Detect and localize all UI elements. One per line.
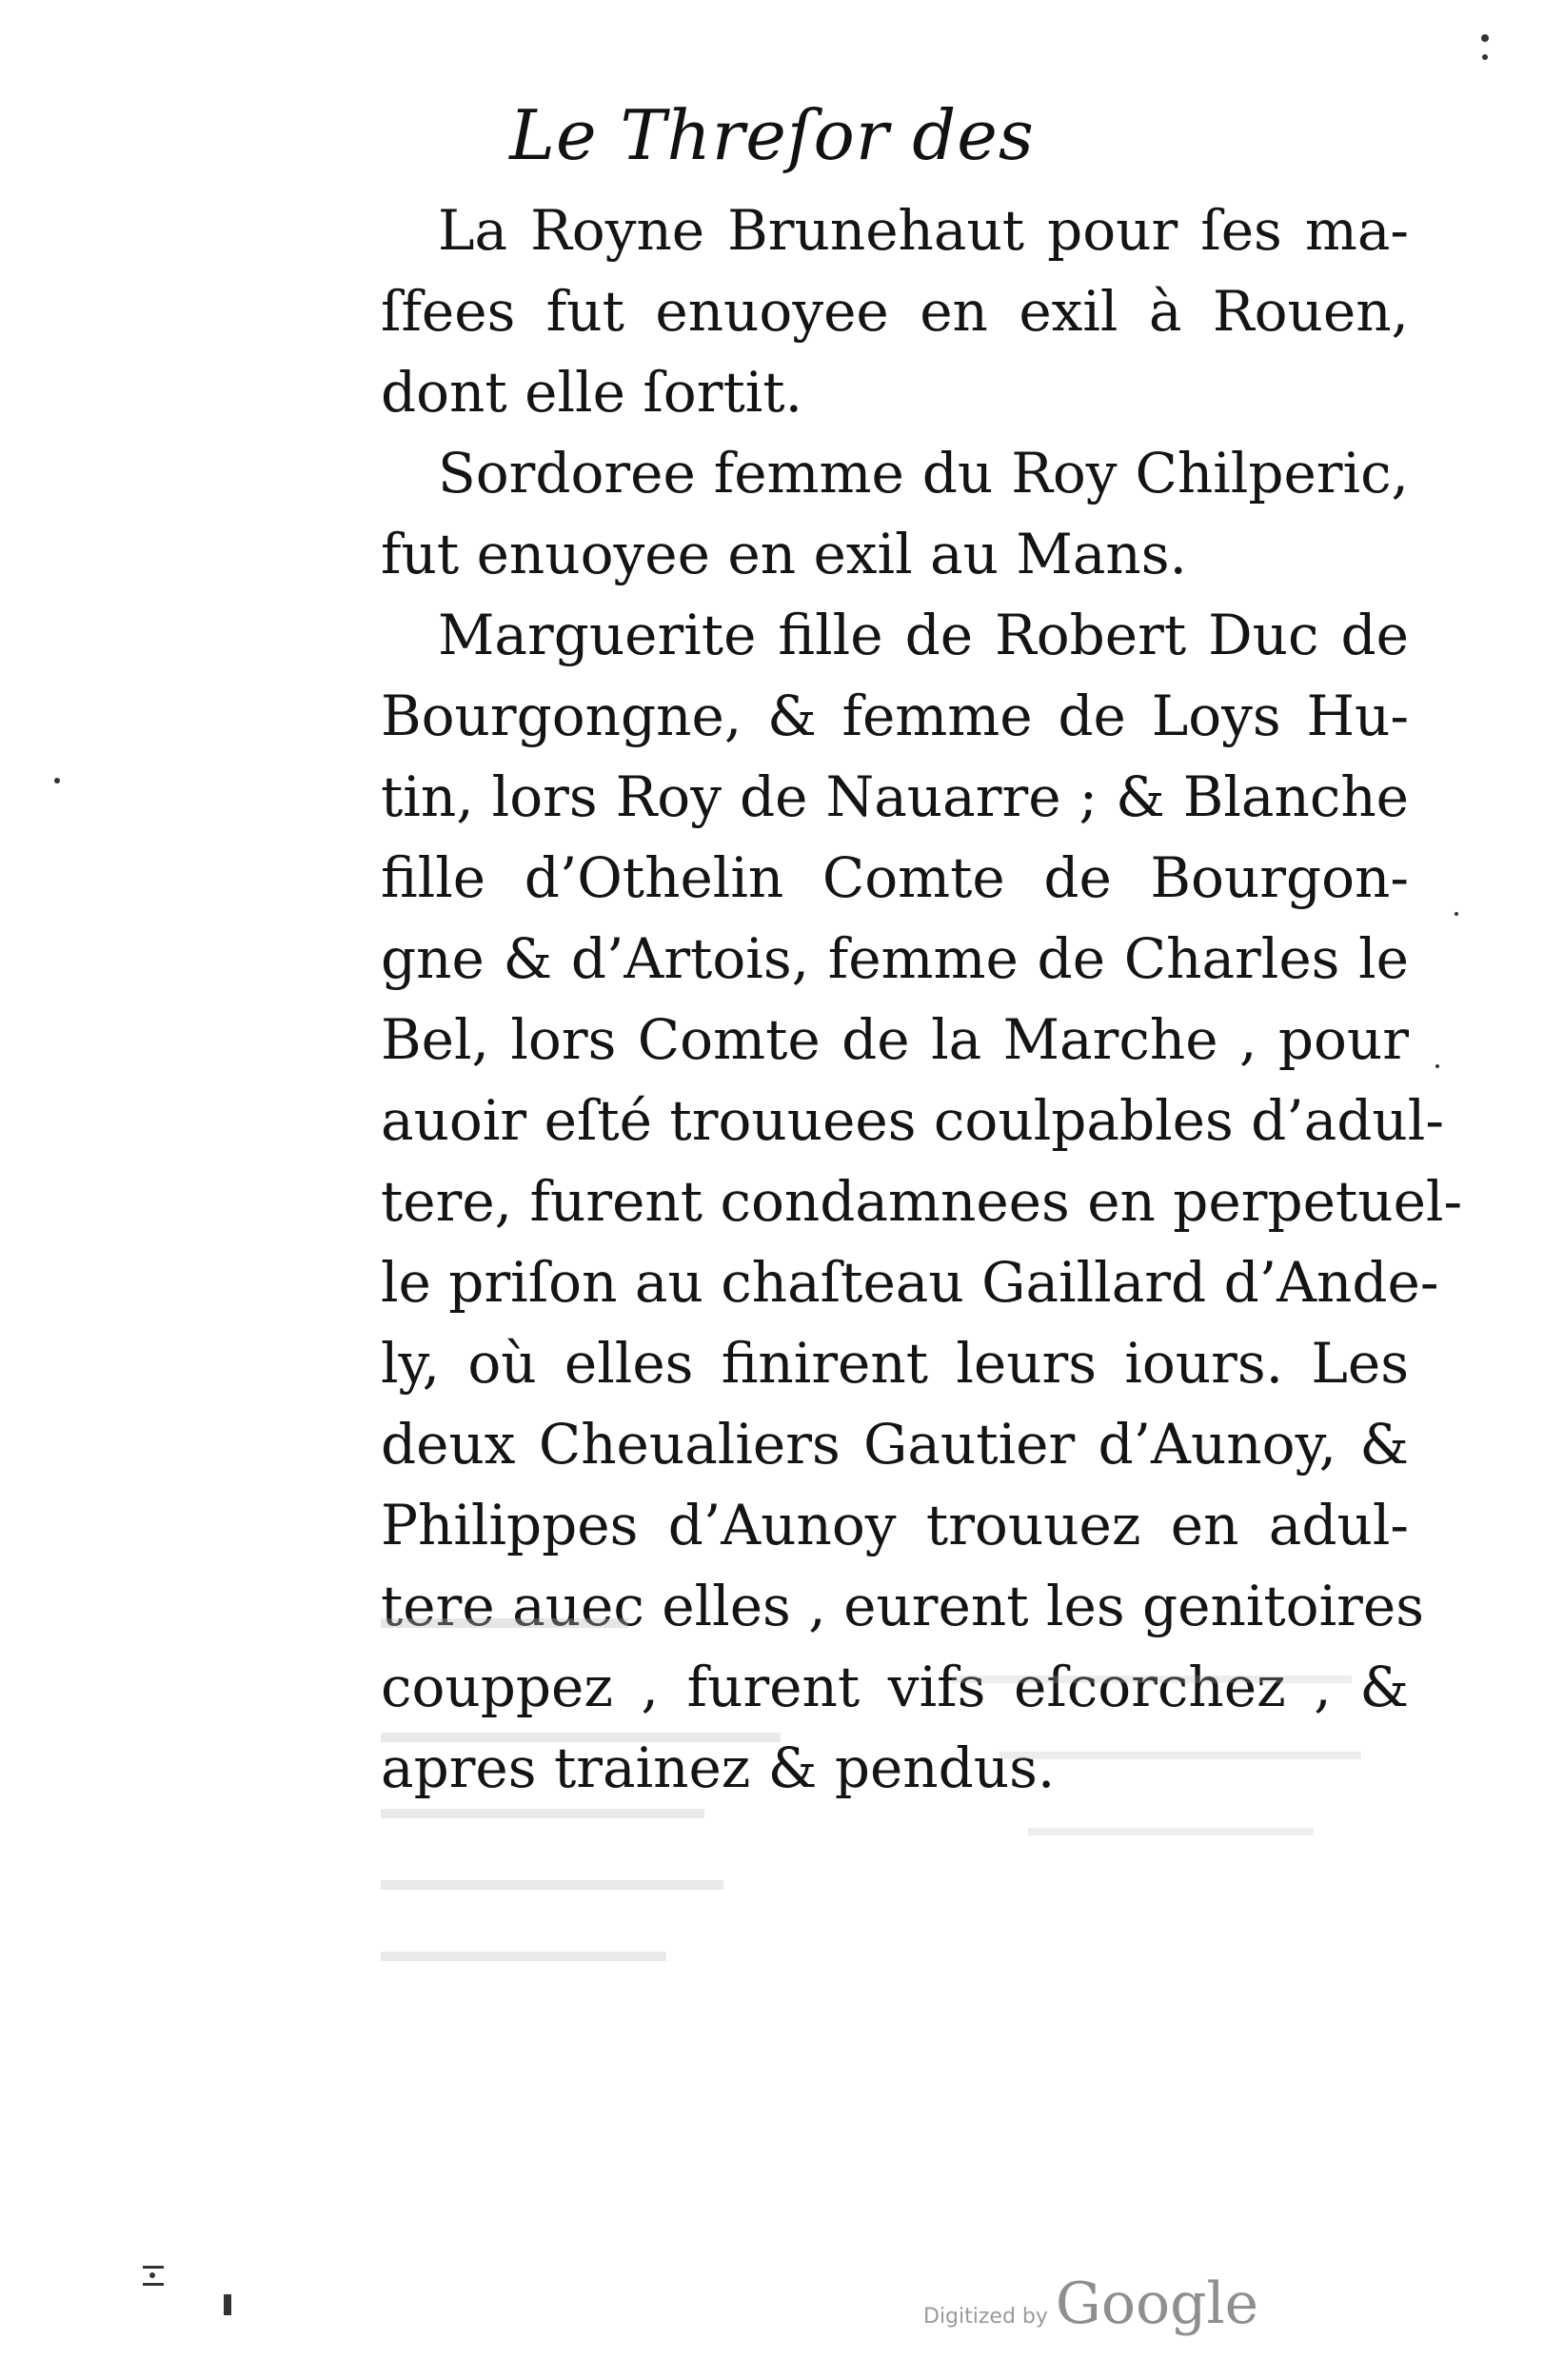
text-line: apres trainez & pendus. — [381, 1735, 1056, 1800]
text-line: Philippes d’Aunoy trouuez en adul- — [381, 1493, 1409, 1557]
text-line: gne & d’Artois, femme de Charles le — [381, 926, 1409, 991]
text-line: tere auec elles , eurent les genitoires — [381, 1574, 1424, 1638]
text-line: deux Cheualiers Gautier d’Aunoy, & — [381, 1412, 1409, 1477]
digitized-watermark — [923, 2271, 1258, 2337]
text-line: le priſon au chaſteau Gaillard d’Ande- — [381, 1250, 1439, 1315]
text-line: couppez , furent vifs eſcorchez , & — [381, 1655, 1409, 1719]
body-text — [381, 190, 1463, 1809]
google-logo: Google — [1055, 2271, 1259, 2337]
text-line: Sordoree femme du Roy Chilperic, — [438, 441, 1409, 506]
digitized-by-text: Digitized by — [923, 2305, 1048, 2329]
text-line: ly, où elles finirent leurs iours. Les — [381, 1331, 1409, 1396]
running-title: Le Threſor des — [509, 95, 1035, 175]
text-line: ſfees fut enuoyee en exil à Rouen, — [381, 279, 1409, 344]
text-line: Bel, lors Comte de la Marche , pour — [381, 1007, 1409, 1072]
text-line: Marguerite fille de Robert Duc de — [438, 603, 1409, 667]
text-line: fille d’Othelin Comte de Bourgon- — [381, 845, 1409, 910]
text-line: fut enuoyee en exil au Mans. — [381, 522, 1187, 586]
text-line: auoir eſté trouuees coulpables d’adul- — [381, 1088, 1444, 1153]
text-line: La Royne Brunehaut pour ſes ma- — [438, 198, 1409, 263]
text-line: Bourgongne, & femme de Loys Hu- — [381, 684, 1409, 748]
text-line: dont elle ſortit. — [381, 360, 803, 425]
text-line: tin, lors Roy de Nauarre ; & Blanche — [381, 764, 1409, 829]
text-line: tere, furent condamnees en perpetuel- — [381, 1169, 1463, 1234]
